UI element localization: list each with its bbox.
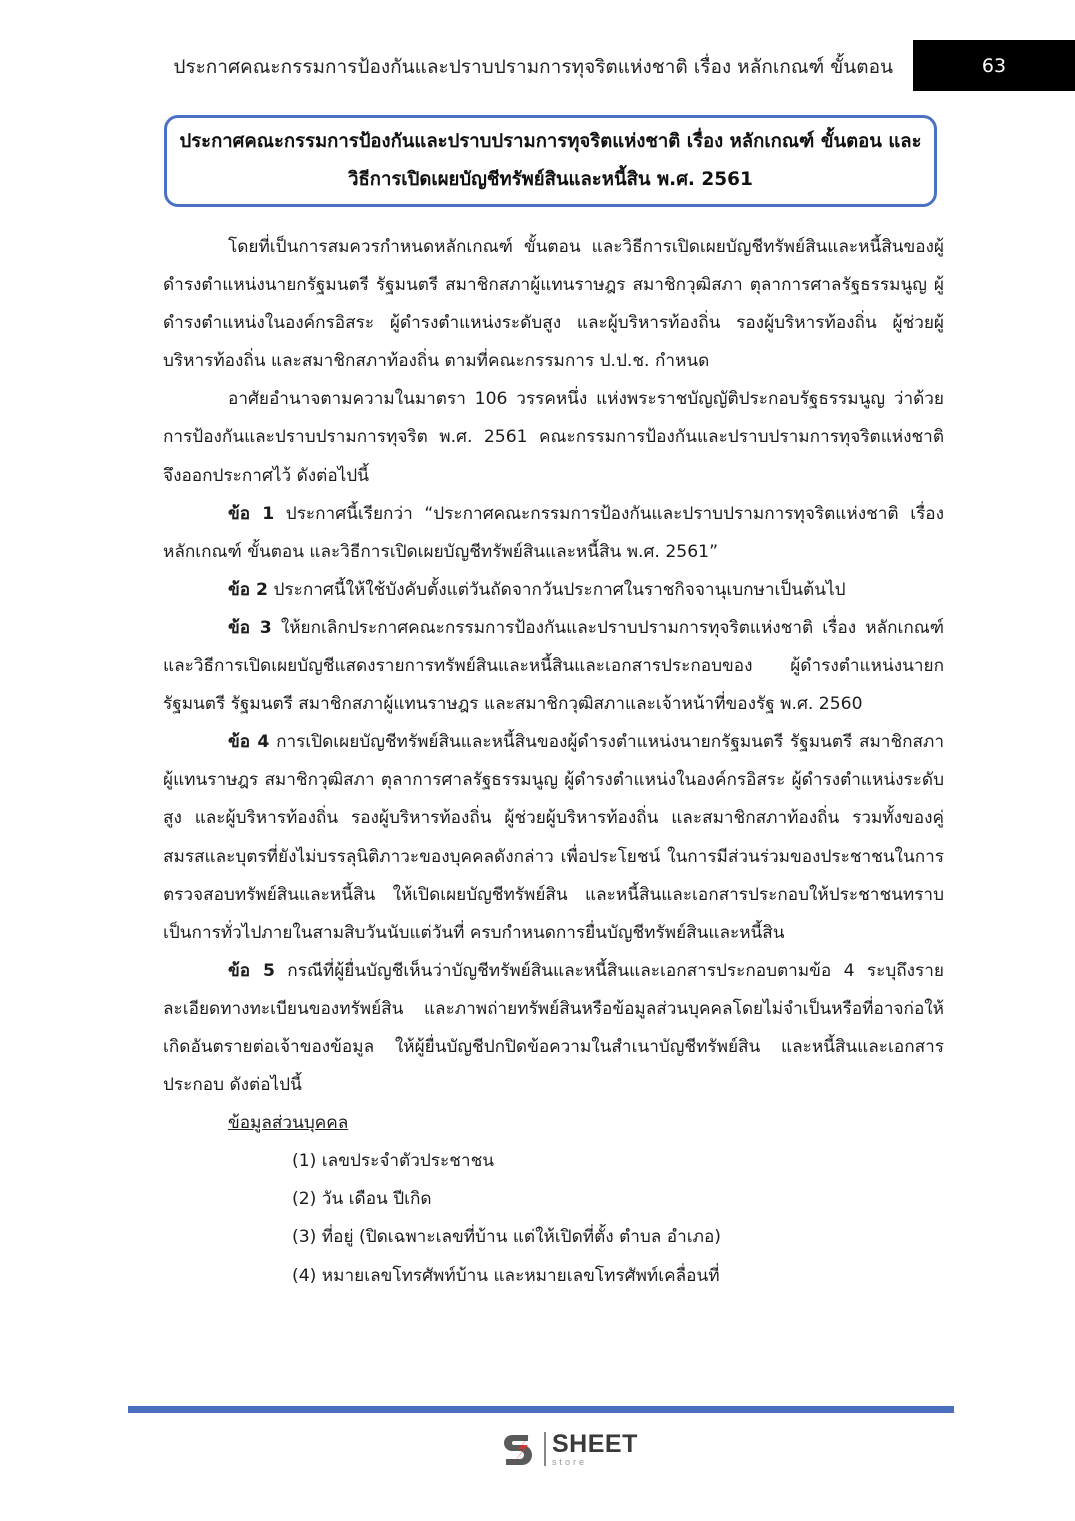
clause-number: ข้อ 3 [228,617,272,638]
personal-data-subheading: ข้อมูลส่วนบุคคล [228,1113,349,1134]
clause-text: ประกาศนี้ให้ใช้บังคับตั้งแต่วันถัดจากวันประกาศในราชกิจจานุเบกษาเป็นต้นไป [268,579,846,600]
clause-number: ข้อ 1 [228,503,275,524]
page-number: 63 [913,40,1075,91]
document-body [163,228,944,1295]
list-item: (4) หมายเลขโทรศัพท์บ้าน และหมายเลขโทรศัพท์เคลื่อนที่ [292,1265,720,1286]
logo-divider [544,1432,546,1466]
footer-rule [128,1406,954,1413]
clause-number: ข้อ 5 [228,960,275,981]
title-line-2: วิธีการเปิดเผยบัญชีทรัพย์สินและหนี้สิน พ.ศ. 2561 [348,169,753,190]
clause-3 [163,609,944,723]
title-line-1: ประกาศคณะกรรมการป้องกันและปราบปรามการทุจริตแห่งชาติ เรื่อง หลักเกณฑ์ ขั้นตอน และ [179,131,922,152]
logo-s-mark-icon [498,1429,538,1469]
clause-text: กรณีที่ผู้ยื่นบัญชีเห็นว่าบัญชีทรัพย์สินและหนี้สินและเอกสารประกอบตามข้อ 4 ระบุถึงรายละเอียดทางทะเบียนของทรัพย์สิน และภาพถ่ายทรัพย์สินหรือข้อมูลส่วนบุคคลโดยไม่จำเป็นหรือที่อาจก่อให้เกิดอันตรายต่อเจ้าของข้อมูล ให้ผู้ยื่นบัญชีปกปิดข้อความในสำเนาบัญชีทรัพย์สิน และหนี้สินและเอกสารประกอบ ดังต่อไปนี้ [163,960,944,1096]
clause-number: ข้อ 4 [228,732,270,753]
sheet-store-logo [498,1428,638,1470]
list-item: (3) ที่อยู่ (ปิดเฉพาะเลขที่บ้าน แต่ให้เปิดที่ตั้ง ตำบล อำเภอ) [292,1227,722,1248]
clause-text: ให้ยกเลิกประกาศคณะกรรมการป้องกันและปราบปรามการทุจริตแห่งชาติ เรื่อง หลักเกณฑ์และวิธีการเปิดเผยบัญชีแสดงรายการทรัพย์สินและหนี้สินและเอกสารประกอบของ ผู้ดำรงตำแหน่งนายกรัฐมนตรี รัฐมนตรี สมาชิกสภาผู้แทนราษฎร และสมาชิกวุฒิสภาและเจ้าหน้าที่ของรัฐ พ.ศ. 2560 [163,617,944,715]
logo-text [552,1429,638,1467]
clause-number: ข้อ 2 [228,579,269,600]
authority-paragraph: อาศัยอำนาจตามความในมาตรา 106 วรรคหนึ่ง แห่งพระราชบัญญัติประกอบรัฐธรรมนูญ ว่าด้วยการป้องกันและปราบปรามการทุจริต พ.ศ. 2561 คณะกรรมการป้องกันและปราบปรามการทุจริตแห่งชาติจึงออกประกาศไว้ ดังต่อไปนี้ [163,389,944,486]
clause-1 [163,495,944,571]
clause-4 [163,723,944,952]
list-item: (1) เลขประจำตัวประชาชน [292,1151,494,1172]
clause-text: การเปิดเผยบัญชีทรัพย์สินและหนี้สินของผู้ดำรงตำแหน่งนายกรัฐมนตรี รัฐมนตรี สมาชิกสภาผู้แทนราษฎร สมาชิกวุฒิสภา ตุลาการศาลรัฐธรรมนูญ ผู้ดำรงตำแหน่งในองค์กรอิสระ ผู้ดำรงตำแหน่งระดับสูง และผู้บริหารท้องถิ่น รองผู้บริหารท้องถิ่น ผู้ช่วยผู้บริหารท้องถิ่น และสมาชิกสภาท้องถิ่น รวมทั้งของคู่สมรสและบุตรที่ยังไม่บรรลุนิติภาวะของบุคคลดังกล่าว เพื่อประโยชน์ ในการมีส่วนร่วมของประชาชนในการตรวจสอบทรัพย์สินและหนี้สิน ให้เปิดเผยบัญชีทรัพย์สิน และหนี้สินและเอกสารประกอบให้ประชาชนทราบเป็นการทั่วไปภายในสามสิบวันนับแต่วันที่ ครบกำหนดการยื่นบัญชีทรัพย์สินและหนี้สิน [163,732,945,943]
clause-2 [163,571,944,609]
clause-text: ประกาศนี้เรียกว่า “ประกาศคณะกรรมการป้องกันและปราบปรามการทุจริตแห่งชาติ เรื่อง หลักเกณฑ์ ขั้นตอน และวิธีการเปิดเผยบัญชีทรัพย์สินและหนี้สิน พ.ศ. 2561” [163,503,945,562]
running-header: ประกาศคณะกรรมการป้องกันและปราบปรามการทุจริตแห่งชาติ เรื่อง หลักเกณฑ์ ขั้นตอน [173,56,893,78]
clause-5 [163,952,944,1104]
preamble-paragraph: โดยที่เป็นการสมควรกำหนดหลักเกณฑ์ ขั้นตอน และวิธีการเปิดเผยบัญชีทรัพย์สินและหนี้สินของผู้ดำรงตำแหน่งนายกรัฐมนตรี รัฐมนตรี สมาชิกสภาผู้แทนราษฎร สมาชิกวุฒิสภา ตุลาการศาลรัฐธรรมนูญ ผู้ดำรงตำแหน่งในองค์กรอิสระ ผู้ดำรงตำแหน่งระดับสูง และผู้บริหารท้องถิ่น รองผู้บริหารท้องถิ่น ผู้ช่วยผู้บริหารท้องถิ่น และสมาชิกสภาท้องถิ่น ตามที่คณะกรรมการ ป.ป.ช. กำหนด [163,237,944,372]
logo-word: SHEET [552,1429,638,1458]
logo-subword: store [552,1456,588,1467]
list-item: (2) วัน เดือน ปีเกิด [292,1189,432,1210]
document-title-box [164,115,937,207]
